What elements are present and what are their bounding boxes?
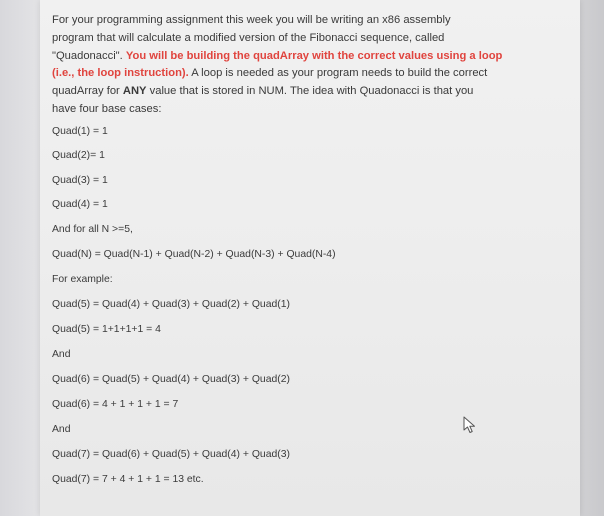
intro-line-4-plain: A loop is needed as your program needs to build the correct — [188, 67, 488, 80]
recurrence-formula: Quad(N) = Quad(N-1) + Quad(N-2) + Quad(N-3) + Quad(N-4) — [52, 249, 336, 260]
intro-line-1: For your programming assignment this week you will be writing an x86 assembly — [52, 14, 451, 26]
and-separator-2: And — [52, 424, 71, 435]
assignment-intro-paragraph — [52, 12, 532, 119]
intro-line-4 — [52, 65, 532, 83]
intro-line-5-plain-b: value that is stored in NUM. The idea with Quadonacci is that you — [146, 85, 474, 98]
example-quad-5-value: Quad(5) = 1+1+1+1 = 4 — [52, 324, 161, 335]
intro-line-4-highlight: (i.e., the loop instruction). — [52, 67, 189, 80]
intro-line-3 — [52, 48, 532, 66]
example-quad-7-value: Quad(7) = 7 + 4 + 1 + 1 = 13 etc. — [52, 474, 204, 485]
base-case-quad-4: Quad(4) = 1 — [52, 199, 108, 210]
example-quad-6-value: Quad(6) = 4 + 1 + 1 + 1 = 7 — [52, 399, 179, 410]
base-case-quad-1: Quad(1) = 1 — [52, 126, 108, 137]
intro-line-5-plain-a: quadArray for — [52, 85, 123, 98]
base-case-quad-2: Quad(2)= 1 — [52, 150, 105, 161]
example-quad-5-formula: Quad(5) = Quad(4) + Quad(3) + Quad(2) + Quad(1) — [52, 299, 290, 310]
example-quad-6-formula: Quad(6) = Quad(5) + Quad(4) + Quad(3) + Quad(2) — [52, 374, 290, 385]
mouse-pointer-icon — [462, 416, 478, 434]
recurrence-intro: And for all N >=5, — [52, 224, 133, 235]
intro-line-5 — [52, 83, 532, 101]
intro-line-5-bold: ANY — [122, 85, 147, 98]
intro-line-6: have four base cases: — [52, 102, 162, 115]
example-heading: For example: — [52, 274, 113, 285]
intro-line-3-plain: "Quadonacci". — [52, 49, 126, 62]
example-quad-7-formula: Quad(7) = Quad(6) + Quad(5) + Quad(4) + Quad(3) — [52, 449, 290, 460]
intro-line-2: program that will calculate a modified version of the Fibonacci sequence, called — [52, 31, 445, 44]
base-case-quad-3: Quad(3) = 1 — [52, 175, 108, 186]
intro-line-3-highlight: You will be building the quadArray with the correct values using a loop — [125, 49, 503, 62]
and-separator-1: And — [52, 349, 71, 360]
